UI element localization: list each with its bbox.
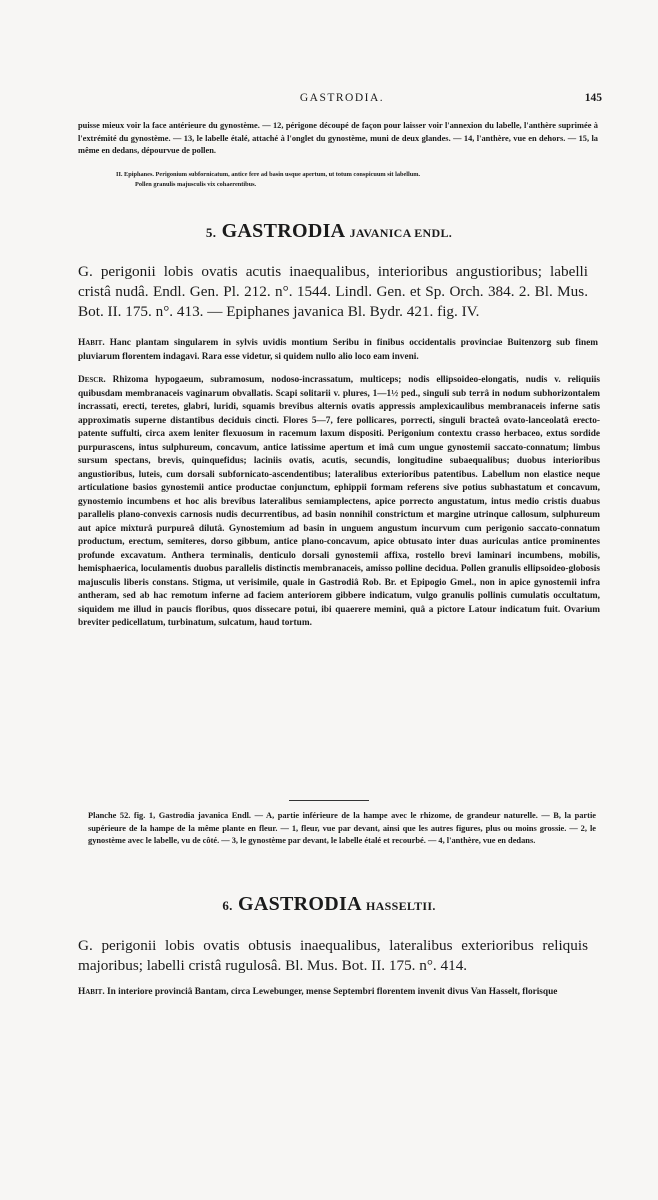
species-6-number: 6. — [222, 898, 233, 913]
plate-caption: Planche 52. fig. 1, Gastrodia javanica Endl. — A, partie inférieure de la hampe avec le rhizome, de grandeur naturelle. — B, la partie supérieure de la hampe de la même plante en fleur. — 1, fleur, vue par devant, ainsi que les autres figures, plus ou moins grossie. — 2, le gynostème avec le labelle, vu de côté. — 3, le gynostème par devant, le labelle étalé et recourbé. — 4, l'anthère, vue en dedans. — [88, 811, 596, 846]
species-5-description — [78, 374, 600, 631]
section-rule — [289, 800, 369, 801]
species-5-diagnosis: G. perigonii lobis ovatis acutis inaequalibus, interioribus angustioribus; labelli cristâ nudâ. Endl. Gen. Pl. 212. n°. 1544. Lindl. Gen. et Sp. Orch. 384. 2. Bl. Mus. Bot. II. 175. n°. 413. — Epiphanes javanica Bl. Bydr. 421. fig. IV. — [78, 263, 588, 320]
species-5-genus: GASTRODIA — [221, 220, 345, 242]
note-ii-line1: II. Epiphanes. Perigonium subfornicatum, antice fere ad basin usque apertum, ut totum conspicuum sit labellum. — [116, 171, 421, 178]
species-5-heading — [0, 220, 658, 243]
habit-text: Hanc plantam singularem in sylvis uvidis montium Seribu in finibus occidentalis provinciae Buitenzorg sub finem pluviarum florentem indagavi. Rara esse videtur, si quidem nullo alio loco eam inveni. — [78, 338, 598, 362]
habit-label-6: Habit. — [78, 987, 105, 997]
species-5-number: 5. — [205, 225, 217, 240]
running-title: GASTRODIA. — [299, 92, 385, 104]
species-6-habit — [78, 986, 603, 1000]
species-6-diagnosis: G. perigonii lobis ovatis obtusis inaequalibus, lateralibus exterioribus reliquis majoribus; labelli cristâ rugulosâ. Bl. Mus. Bot. II. 175. n°. 414. — [78, 937, 588, 974]
habit-text-6: In interiore provinciâ Bantam, circa Lewebunger, mense Septembri florentem invenit divus Van Hasselt, florisque — [107, 987, 558, 997]
note-ii — [116, 170, 576, 191]
species-6-genus: GASTRODIA — [238, 893, 361, 915]
habit-label: Habit. — [78, 338, 105, 348]
note-ii-line2: Pollen granulis majusculis vix cohaerentibus. — [135, 181, 257, 189]
species-5-habit — [78, 337, 598, 364]
descr-text: Rhizoma hypogaeum, subramosum, nodoso-incrassatum, multiceps; nodis ellipsoideo-elongatis, nudis v. reliquiis quibusdam membranaceis vaginarum obvallatis. Scapi solitarii v. plures, 1—1½ ped., singuli sub terrâ in nodum subhorizontalem incrassati, erecti, teretes, glabri, luridi, squamis brevibus alternis ovatis appressis amplexicaulibus membranaceis inferne satis approximatis superne distantibus deciduis cincti. Flores 5—7, fere pollicares, porrecti, singuli bracteâ ovato-lanceolatâ erecto-patente suffulti, circa axem leniter flexuosum in racemum laxum dispositi. Perigonium contextu crasso herbaceo, extus sordide purpurascens, intus sulphureum, concavum, antice latissime apertum et imâ cum ungue gynostemii saccato-connatum; limbus sursum spectans, brevis, quinquefidus; laciniis ovatis, acutis, secundis, longitudine subaequalibus; duobus interioribus angustioribus, luteis, cum dorsali subfornicato-ascendentibus; lateralibus exterioribus patentibus. Labellum non elastice neque articulatione basios gynostemii antice productae conjunctum, ephippii formam referens sive potius subhastatum et concavum, gynostemio incumbens et hoc alis brevibus lateralibus semiamplectens, apice porrecto angustatum, intus medio cristis duabus parallelis plano-convexis carnosis nudis decurrentibus, ad basin nonnihil constrictum et margine utrinque callosum, sulphureum aut apice mixturâ purpureâ dilutâ. Gynostemium ad basin in unguem angustum incurvum cum perigonio saccato-connatum productum, erectum, semiteres, dorso gibbum, antice plano-concavum, apice obtusato inter duas auriculas antice prominentes profunde excavatum. Anthera terminalis, denticulo dorsali gynostemii affixa, rostello brevi laminari incumbens, mobilis, hemisphaerica, loculamentis duobus parallelis distinctis membranaceis, amisso polline decidua. Pollen granulis ellipsoideo-globosis majusculis liberis constans. Stigma, ut verisimile, quale in Gastrodiâ Rob. Br. et Epipogio Gmel., non in apice gynostemii infra antheram, sed ab hac remotum inferne ad faciem anteriorem gibbere indicatum, vulgo granulis pollinis cumulatis occultatum, siquidem me illud in paucis floribus, quos dissecare potui, ibi quaerere memini, quâ a pictore Latour indicatum fuit. Ovarium breviter pedicellatum, turbinatum, sulcatum, haud tortum. — [78, 375, 600, 628]
species-6-epithet: HASSELTII. — [366, 899, 436, 913]
species-5-epithet: JAVANICA ENDL. — [349, 226, 453, 240]
species-6-heading — [0, 893, 658, 916]
intro-paragraph: puisse mieux voir la face antérieure du gynostème. — 12, périgone découpé de façon pour laisser voir l'annexion du labelle, l'anthère suprimée à l'extrémité du gynostème. — 13, le labelle étalé, attaché à l'onglet du gynostème, muni de deux glandes. — 14, l'anthère, vue en dehors. — 15, la même en dedans, dépourvue de pollen. — [78, 121, 598, 156]
descr-label: Descr. — [78, 375, 106, 385]
page-number: 145 — [584, 92, 602, 104]
